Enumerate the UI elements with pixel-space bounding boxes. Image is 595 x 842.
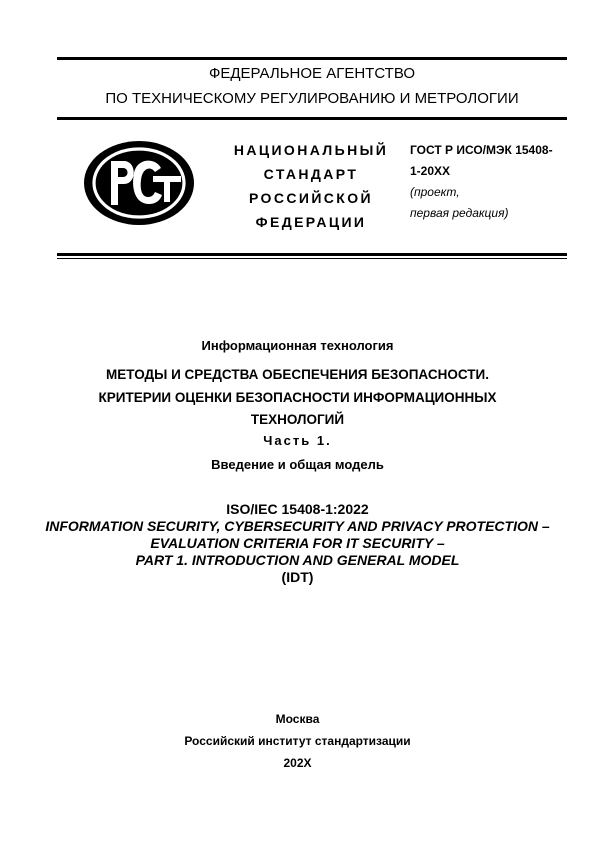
gost-line-2: 1-20ХХ xyxy=(410,164,451,178)
publisher-name: Российский институт стандартизации xyxy=(184,734,411,748)
national-line-3: РОССИЙСКОЙ xyxy=(249,190,373,206)
national-standard-block xyxy=(226,138,396,234)
separator-thin-rule xyxy=(57,258,567,259)
publication-city: Москва xyxy=(275,712,320,726)
main-title-line-2: КРИТЕРИИ ОЦЕНКИ БЕЗОПАСНОСТИ ИНФОРМАЦИОННЫХ xyxy=(98,389,497,405)
national-line-4: ФЕДЕРАЦИИ xyxy=(255,214,367,230)
header-rule xyxy=(57,117,567,120)
draft-note-line-1: (проект, xyxy=(410,185,460,199)
part-title: Введение и общая модель xyxy=(211,457,384,472)
national-line-1: НАЦИОНАЛЬНЫЙ xyxy=(233,142,389,158)
national-line-2: СТАНДАРТ xyxy=(263,166,359,182)
gost-designation xyxy=(410,140,570,224)
iso-title-line-1: INFORMATION SECURITY, CYBERSECURITY AND PRIVACY PROTECTION – xyxy=(45,518,550,534)
document-main-title xyxy=(40,364,555,432)
agency-name xyxy=(57,61,567,111)
main-title-line-3: ТЕХНОЛОГИЙ xyxy=(250,412,345,427)
part-number: Часть 1. xyxy=(263,433,332,448)
top-rule xyxy=(57,57,567,60)
publication-year: 202Х xyxy=(283,756,312,770)
rst-logo-icon xyxy=(83,140,195,226)
identity-marker: (IDT) xyxy=(281,569,314,585)
draft-note-line-2: первая редакция) xyxy=(410,206,509,220)
iso-code: ISO/IEC 15408-1:2022 xyxy=(226,501,369,517)
gost-line-1: ГОСТ Р ИСО/МЭК 15408- xyxy=(410,143,553,157)
publication-footer xyxy=(40,708,555,774)
separator-thick-rule xyxy=(57,253,567,256)
iso-reference xyxy=(40,501,555,586)
document-category: Информационная технология xyxy=(201,338,394,353)
main-title-line-1: МЕТОДЫ И СРЕДСТВА ОБЕСПЕЧЕНИЯ БЕЗОПАСНОСТИ. xyxy=(106,367,489,382)
agency-line-1: ФЕДЕРАЛЬНОЕ АГЕНТСТВО xyxy=(208,65,416,82)
iso-title-line-3: PART 1. INTRODUCTION AND GENERAL MODEL xyxy=(135,552,460,568)
agency-line-2: ПО ТЕХНИЧЕСКОМУ РЕГУЛИРОВАНИЮ И МЕТРОЛОГИИ xyxy=(105,90,519,107)
iso-title-line-2: EVALUATION CRITERIA FOR IT SECURITY – xyxy=(150,535,445,551)
